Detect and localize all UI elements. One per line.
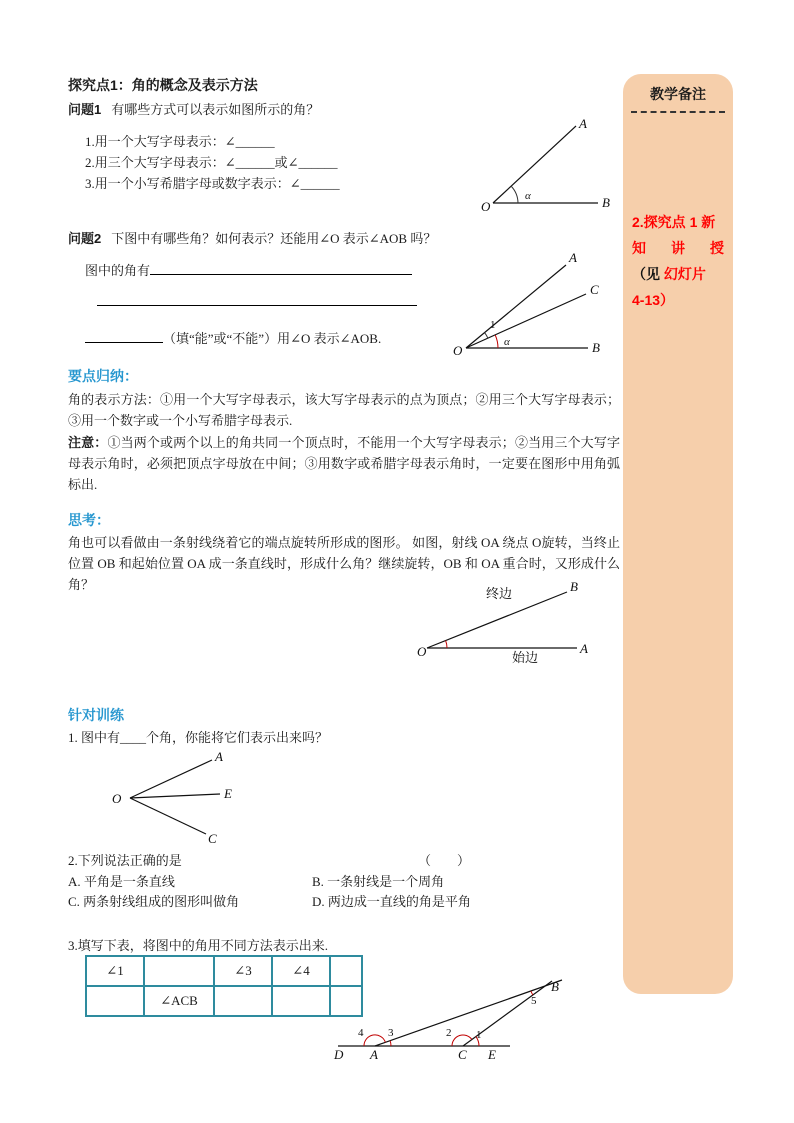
table-row <box>86 986 362 1016</box>
angle-label-alpha: α <box>525 190 531 202</box>
point-label-a: A <box>579 118 587 131</box>
point-label-o: O <box>481 199 491 213</box>
angle-label-alpha: α <box>504 336 510 348</box>
table-cell <box>86 986 144 1016</box>
ray-oc <box>130 798 206 834</box>
fill-line-2 <box>85 291 417 310</box>
note-line-1: 2.探究点 1 新 <box>632 214 716 230</box>
angle-label-1: 1 <box>490 319 496 331</box>
q1-item-3: 3.用一个小写希腊字母或数字表示：∠______ <box>85 176 340 191</box>
question-1-label: 问题1 <box>68 102 102 117</box>
point-label-e: E <box>224 786 232 801</box>
point-label-b: B <box>551 979 559 994</box>
note-line-3 <box>632 261 724 287</box>
ray-oa <box>466 265 566 348</box>
angle-label-3: 3 <box>388 1027 394 1039</box>
note-line-4: 4-13） <box>632 292 675 308</box>
table-cell <box>272 986 330 1016</box>
angle-arc-2 <box>452 1035 472 1046</box>
question-2-text: 下图中有哪些角？如何表示？还能用∠O 表示∠AOB 吗？ <box>111 231 437 246</box>
question-1-text: 有哪些方式可以表示如图所示的角？ <box>111 102 320 117</box>
q1-item-2: 2.用三个大写字母表示：∠______或∠______ <box>85 155 338 170</box>
point-label-a: A <box>580 641 588 656</box>
point-label-c: C <box>590 282 599 297</box>
angle-representation-table <box>85 955 363 1017</box>
q1-item-1: 1.用一个大写字母表示：∠______ <box>85 134 275 149</box>
diagram-rotation-angle <box>412 578 597 673</box>
table-cell: ∠1 <box>86 956 144 986</box>
point-label-o: O <box>453 343 463 358</box>
key-points-heading: 要点归纳： <box>68 368 138 384</box>
point-label-b: B <box>602 195 610 210</box>
fill-in-block <box>85 260 417 347</box>
point-label-a: A <box>215 750 223 764</box>
angle-arc-alpha <box>495 335 498 348</box>
note-label: 注意： <box>68 435 108 450</box>
blank-line <box>97 291 417 306</box>
rotation-arc <box>446 641 447 648</box>
note-text: ①当两个或两个以上的角共同一个顶点时，不能用一个大写字母表示；②当用三个大写字母表示角时，必须把顶点字母放在中间；③用数字或希腊字母表示角时，一定要在图形中用角弧标出. <box>68 435 620 492</box>
fill-line-1-label: 图中的角有 <box>85 263 151 278</box>
angle-arc-3 <box>390 1041 391 1046</box>
key-points-text: 角的表示方法：①用一个大写字母表示，该大写字母表示的点为顶点；②用三个大写字母表示；③用一个数字或一个小写希腊字母表示. <box>68 392 620 428</box>
point-label-d: D <box>334 1047 344 1062</box>
fill-line-1 <box>85 260 417 279</box>
angle-arc <box>511 186 518 203</box>
point-label-a: A <box>569 250 577 265</box>
question-1-items <box>85 131 340 194</box>
angle-label-4: 4 <box>358 1027 364 1039</box>
practice-q3-text: 3.填写下表，将图中的角用不同方法表示出来. <box>68 938 329 953</box>
note-line-3-red: 幻灯片 <box>663 266 706 282</box>
angle-arc-1 <box>485 333 488 339</box>
point-label-e: E <box>488 1047 496 1062</box>
diagram-angle-aob <box>478 118 613 213</box>
angle-arc-4 <box>364 1035 385 1046</box>
practice-q2-text: 2.下列说法正确的是 <box>68 853 182 868</box>
angle-label-5: 5 <box>531 995 537 1007</box>
table-row <box>86 956 362 986</box>
table-cell <box>214 986 272 1016</box>
angle-label-1: 1 <box>476 1029 482 1041</box>
question-2-label: 问题2 <box>68 231 102 246</box>
option-c: C. 两条射线组成的图形叫做角 <box>68 894 240 909</box>
practice-q1-text: 1. 图中有____个角，你能将它们表示出来吗？ <box>68 730 329 745</box>
sidebar-title: 教学备注 <box>650 86 706 102</box>
sidebar-note <box>623 209 733 313</box>
point-label-a: A <box>370 1047 378 1062</box>
option-d: D. 两边成一直线的角是平角 <box>312 894 471 909</box>
divider <box>631 111 725 113</box>
ray-oa <box>493 126 576 203</box>
point-label-c: C <box>208 831 217 845</box>
angle-label-2: 2 <box>446 1027 452 1039</box>
point-label-o: O <box>112 791 122 806</box>
point-label-b: B <box>592 340 600 355</box>
table-cell: ∠ACB <box>144 986 214 1016</box>
ray-oa <box>130 760 212 798</box>
think-heading: 思考： <box>68 512 110 528</box>
note-paragraph <box>68 432 620 495</box>
fill-line-3-text: （填“能”或“不能”）用∠O 表示∠AOB. <box>163 331 382 346</box>
point-label-b: B <box>570 579 578 594</box>
diagram-numbered-angles <box>330 938 575 1063</box>
practice-heading: 针对训练 <box>68 707 124 723</box>
fill-line-3 <box>85 328 417 347</box>
option-b: B. 一条射线是一个周角 <box>312 874 445 889</box>
ray-oe <box>130 794 220 798</box>
table-cell: ∠4 <box>272 956 330 986</box>
note-line-2: 知讲授 <box>632 240 724 256</box>
section-title: 探究点1：角的概念及表示方法 <box>68 77 258 93</box>
blank-line <box>150 260 412 275</box>
table-cell <box>144 956 214 986</box>
practice-q2-bracket: （ ） <box>418 853 471 868</box>
diagram-angles-oacb <box>440 248 610 363</box>
diagram-rays-oaec <box>100 750 260 845</box>
table-cell: ∠3 <box>214 956 272 986</box>
initial-side-label: 始边 <box>512 650 539 665</box>
ray-oc <box>466 294 586 348</box>
teaching-notes-panel <box>623 74 733 994</box>
note-line-3-prefix: （见 <box>632 266 664 282</box>
point-label-o: O <box>417 644 427 659</box>
blank-line <box>85 328 163 343</box>
question-2 <box>68 228 436 247</box>
option-a: A. 平角是一条直线 <box>68 874 175 889</box>
question-1 <box>68 99 319 118</box>
think-text: 角也可以看做由一条射线绕着它的端点旋转所形成的图形。 如图，射线 OA 绕点 O旋转，当终止位置 OB 和起始位置 OA 成一条直线时，形成什么角？继续旋转，OB 和 OA 重合时，又形成什么角？ <box>68 535 620 592</box>
terminal-side-label: 终边 <box>486 586 513 601</box>
point-label-c: C <box>458 1047 467 1062</box>
